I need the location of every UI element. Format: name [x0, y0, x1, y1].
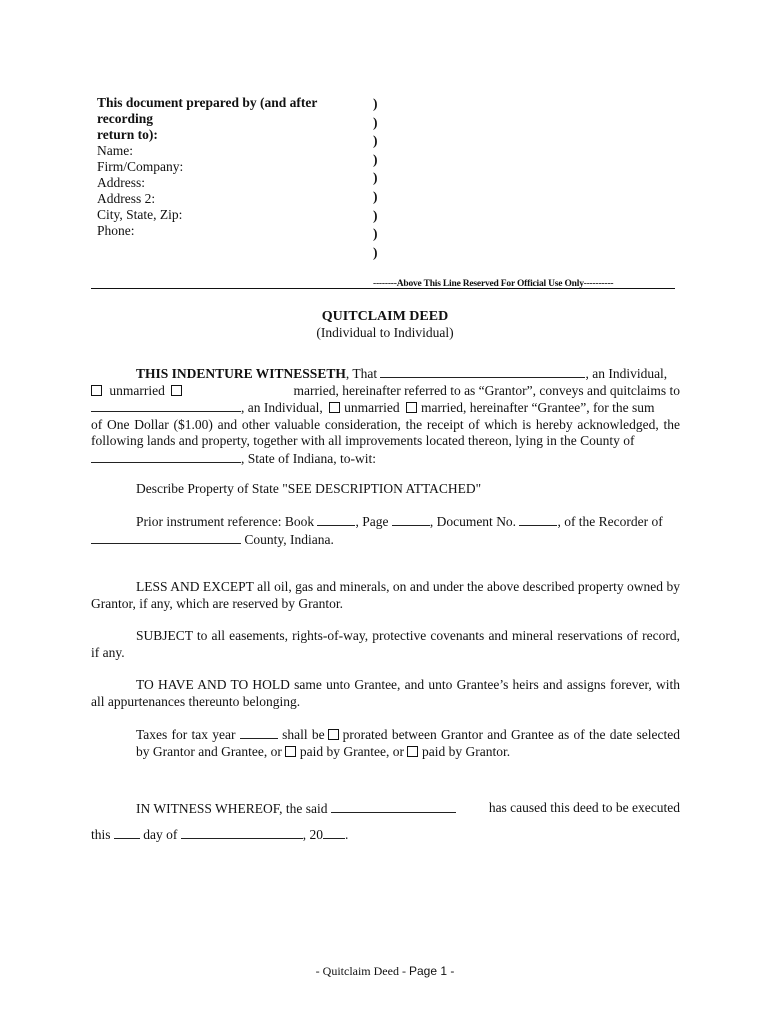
married-grantee-text: married, hereinafter “Grantee”, for the sum: [420, 400, 655, 415]
county-blank[interactable]: [91, 450, 241, 463]
bracket: ): [373, 188, 378, 204]
bracket: ): [373, 96, 378, 111]
consideration-text: of One Dollar ($1.00) and other valuable consideration, the receipt of which is hereby acknowledged, the following lands and property, together with all improvements located thereon, lying in the County of: [91, 416, 680, 448]
address2-field-label: Address 2:: [97, 191, 156, 206]
prior-text-2: , Page: [355, 514, 389, 529]
preparer-block: [97, 95, 372, 239]
grantor-signature-name-blank[interactable]: [331, 800, 456, 813]
document-subtitle: (Individual to Individual): [316, 325, 454, 340]
taxes-text-1: Taxes for tax year: [136, 727, 236, 742]
grantee-unmarried-checkbox[interactable]: [329, 402, 340, 413]
describe-property: Describe Property of State "SEE DESCRIPTION ATTACHED": [136, 481, 482, 496]
subject-paragraph: SUBJECT to all easements, rights-of-way, protective covenants and mineral reservations of record, if any.: [91, 628, 680, 660]
bracket: ): [373, 170, 378, 186]
name-field-label: Name:: [97, 143, 133, 158]
taxes-text-5: paid by Grantor.: [422, 743, 511, 759]
paid-by-grantor-checkbox[interactable]: [407, 746, 418, 757]
bracket: ): [373, 114, 378, 130]
taxes-text-3: prorated between Grantor and Grantee as of the date selected by Grantor and Grantee, or: [136, 727, 681, 759]
habendum-paragraph: TO HAVE AND TO HOLD same unto Grantee, and unto Grantee’s heirs and assigns forever, with all appurtenances thereunto belonging.: [91, 677, 680, 709]
witness-end: .: [345, 826, 349, 842]
indenture-that: , That: [345, 366, 378, 381]
footer-page-number: Page 1 -: [408, 964, 455, 978]
bracket: ): [373, 244, 378, 260]
an-individual-text: , an Individual,: [585, 366, 668, 381]
indenture-lead: THIS INDENTURE WITNESSETH: [136, 366, 346, 381]
witness-text-1: IN WITNESS WHEREOF, the said: [136, 801, 328, 816]
book-blank[interactable]: [317, 513, 355, 526]
grantee-name-blank[interactable]: [91, 399, 241, 412]
taxes-text-4: paid by Grantee, or: [299, 743, 405, 759]
prior-instrument-paragraph: [91, 513, 680, 548]
witness-paragraph: [91, 800, 680, 843]
less-and-except-paragraph: LESS AND EXCEPT all oil, gas and minerals, on and under the above described property owned by Grantor, if any, which are reserved by Grantor.: [91, 579, 680, 611]
indenture-paragraph: [91, 365, 680, 467]
address-field-label: Address:: [97, 175, 145, 190]
bracket: ): [373, 133, 378, 149]
married-grantor-text: married, hereinafter referred to as “Grantor”, conveys and quitclaims to: [293, 382, 680, 398]
grantor-unmarried-checkbox[interactable]: [91, 385, 102, 396]
document-title: QUITCLAIM DEED: [321, 309, 449, 324]
prior-text-4: , of the Recorder of: [557, 514, 663, 529]
page-blank[interactable]: [392, 513, 430, 526]
grantee-married-checkbox[interactable]: [406, 402, 417, 413]
unmarried-text-2: unmarried: [344, 400, 400, 415]
paid-by-grantee-checkbox[interactable]: [285, 746, 296, 757]
unmarried-text: unmarried: [109, 382, 165, 398]
an-individual-text-2: , an Individual,: [241, 400, 323, 415]
year-blank[interactable]: [323, 826, 345, 839]
prepared-by-label: This document prepared by (and after recording: [97, 95, 318, 126]
firm-field-label: Firm/Company:: [97, 159, 184, 174]
day-of-text: day of: [143, 826, 178, 842]
header-divider: [91, 288, 675, 289]
taxes-paragraph: [91, 726, 680, 760]
grantor-name-blank[interactable]: [380, 365, 585, 378]
prior-text-3: , Document No.: [429, 514, 517, 529]
this-text: this: [91, 826, 111, 842]
year-prefix-text: , 20: [302, 826, 324, 842]
page-footer: [0, 963, 770, 980]
tax-year-blank[interactable]: [240, 726, 278, 739]
phone-field-label: Phone:: [97, 223, 135, 238]
state-text: , State of Indiana, to-wit:: [241, 450, 376, 466]
witness-text-2: has caused this deed to be executed: [488, 800, 680, 815]
month-blank[interactable]: [181, 826, 303, 839]
prorated-checkbox[interactable]: [328, 729, 339, 740]
bracket: ): [373, 207, 378, 223]
bracket-column: [373, 95, 385, 262]
bracket: ): [373, 151, 378, 167]
city-state-zip-field-label: City, State, Zip:: [97, 207, 183, 222]
prior-text-5: County, Indiana.: [244, 531, 334, 547]
footer-doc-name: - Quitclaim Deed -: [315, 964, 406, 978]
official-use-notice: --------Above This Line Reserved For Official Use Only----------: [373, 279, 614, 289]
day-blank[interactable]: [114, 826, 140, 839]
prior-text-1: Prior instrument reference: Book: [136, 514, 315, 529]
taxes-text-2: shall be: [282, 727, 325, 742]
return-to-label: return to):: [97, 127, 158, 142]
document-number-blank[interactable]: [519, 513, 557, 526]
grantor-married-checkbox[interactable]: [171, 385, 182, 396]
bracket: ): [373, 226, 378, 242]
recorder-county-blank[interactable]: [91, 531, 241, 544]
